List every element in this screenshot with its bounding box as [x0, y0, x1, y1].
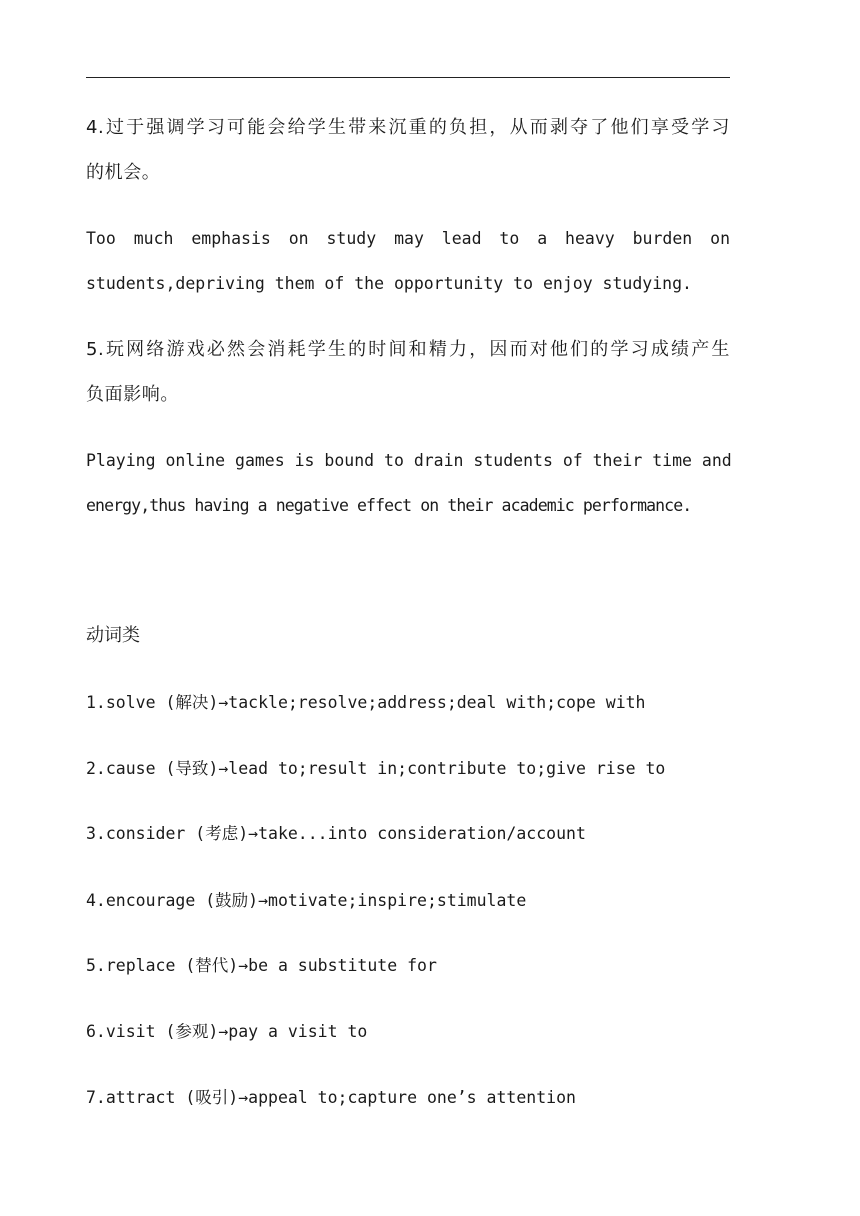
sentence-4-english-line-1: Too much emphasis on study may lead to a heavy burden on: [86, 229, 730, 248]
verb-item: 7.attract (吸引)→appeal to;capture one’s attention: [86, 1088, 576, 1107]
header-rule: [86, 77, 730, 78]
verb-item: 2.cause (导致)→lead to;result in;contribute to;give rise to: [86, 759, 666, 778]
sentence-5-english-line-1: Playing online games is bound to drain students of their time and: [86, 451, 732, 470]
sentence-4-english-line-2: students,depriving them of the opportunity to enjoy studying.: [86, 274, 692, 293]
sentence-4-chinese-line-2: 的机会。: [86, 162, 161, 183]
verbs-section-heading: 动词类: [86, 625, 140, 646]
verb-item: 5.replace (替代)→be a substitute for: [86, 956, 437, 975]
sentence-4-chinese-line-1: 4.过于强调学习可能会给学生带来沉重的负担，从而剥夺了他们享受学习: [86, 117, 730, 138]
verb-item: 1.solve (解决)→tackle;resolve;address;deal with;cope with: [86, 693, 646, 712]
sentence-5-chinese-line-2: 负面影响。: [86, 384, 179, 405]
verb-item: 3.consider (考虑)→take...into consideration/account: [86, 824, 586, 843]
verb-item: 4.encourage (鼓励)→motivate;inspire;stimulate: [86, 891, 527, 910]
sentence-5-chinese-line-1: 5.玩网络游戏必然会消耗学生的时间和精力，因而对他们的学习成绩产生: [86, 339, 730, 360]
sentence-5-english-line-2: energy,thus having a negative effect on their academic performance.: [86, 496, 692, 515]
verb-item: 6.visit (参观)→pay a visit to: [86, 1022, 368, 1041]
